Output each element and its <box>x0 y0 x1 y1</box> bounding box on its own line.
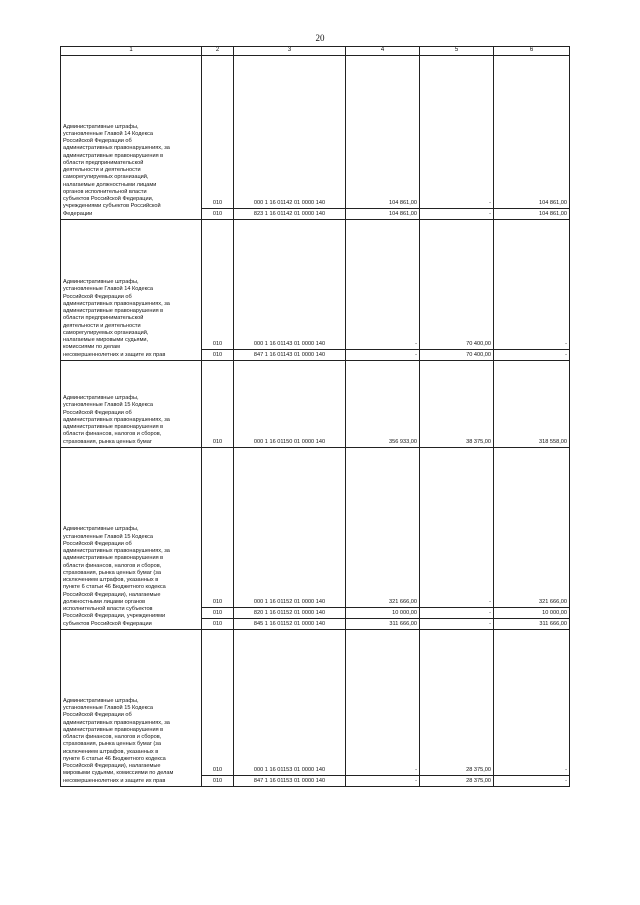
table-row <box>61 220 570 350</box>
row-col-6: - <box>494 776 570 787</box>
header-col-2: 2 <box>202 47 234 56</box>
row-col-4: 356 933,00 <box>346 361 420 448</box>
row-kbk: 000 1 16 01153 01 0000 140 <box>234 630 346 776</box>
row-kbk: 000 1 16 01142 01 0000 140 <box>234 56 346 209</box>
row-kbk: 845 1 16 01152 01 0000 140 <box>234 619 346 630</box>
row-code: 010 <box>202 209 234 220</box>
row-description: Административные штрафы, установленные Главой 15 Кодекса Российской Федерации об административных правонарушениях, за административные правонарушения в области финансов, налогов и сборов, страхования, рынка ценных бумаг (за исключением штрафов, указанных в пункте 6 статьи 46 Бюджетного кодекса Российской Федерации), налагаемые мировыми судьями, комиссиями по делам несовершеннолетних и защите их прав <box>61 630 202 787</box>
row-col-4: - <box>346 776 420 787</box>
row-kbk: 820 1 16 01152 01 0000 140 <box>234 608 346 619</box>
row-col-5: 28 375,00 <box>420 630 494 776</box>
row-code: 010 <box>202 608 234 619</box>
header-row <box>61 47 570 56</box>
row-col-6: 10 000,00 <box>494 608 570 619</box>
row-col-4: 321 666,00 <box>346 448 420 608</box>
row-col-4: 311 666,00 <box>346 619 420 630</box>
row-kbk: 823 1 16 01142 01 0000 140 <box>234 209 346 220</box>
row-col-5: 38 375,00 <box>420 361 494 448</box>
row-col-5: - <box>420 209 494 220</box>
row-code: 010 <box>202 220 234 350</box>
table-row <box>61 630 570 776</box>
row-col-4: 104 861,00 <box>346 56 420 209</box>
row-col-4: 104 861,00 <box>346 209 420 220</box>
page-number: 20 <box>315 33 325 43</box>
row-col-5: - <box>420 56 494 209</box>
row-col-5: - <box>420 448 494 608</box>
header-col-5: 5 <box>420 47 494 56</box>
row-kbk: 000 1 16 01143 01 0000 140 <box>234 220 346 350</box>
row-code: 010 <box>202 776 234 787</box>
row-col-6: - <box>494 350 570 361</box>
row-description: Административные штрафы, установленные Главой 15 Кодекса Российской Федерации об административных правонарушениях, за административные правонарушения в области финансов, налогов и сборов, страхования, рынка ценных бумаг <box>61 361 202 448</box>
row-col-6: 318 558,00 <box>494 361 570 448</box>
row-col-4: - <box>346 220 420 350</box>
row-col-5: - <box>420 608 494 619</box>
row-kbk: 847 1 16 01143 01 0000 140 <box>234 350 346 361</box>
row-col-6: - <box>494 630 570 776</box>
row-col-6: 311 666,00 <box>494 619 570 630</box>
row-col-5: 70 400,00 <box>420 350 494 361</box>
row-code: 010 <box>202 56 234 209</box>
row-col-5: 70 400,00 <box>420 220 494 350</box>
row-code: 010 <box>202 350 234 361</box>
row-description: Административные штрафы, установленные Главой 14 Кодекса Российской Федерации об административных правонарушениях, за административные правонарушения в области предпринимательской деятельности и деятельности саморегулируемых организаций, налагаемые мировыми судьями, комиссиями по делам несовершеннолетних и защите их прав <box>61 220 202 361</box>
row-description: Административные штрафы, установленные Главой 15 Кодекса Российской Федерации об административных правонарушениях, за административные правонарушения в области финансов, налогов и сборов, страхования, рынка ценных бумаг (за исключением штрафов, указанных в пункте 6 статьи 46 Бюджетного кодекса Российской Федерации), налагаемые должностными лицами органов исполнительной власти субъектов Российской Федерации, учреждениями субъектов Российской Федерации <box>61 448 202 630</box>
row-col-5: - <box>420 619 494 630</box>
row-col-6: 104 861,00 <box>494 209 570 220</box>
row-col-4: - <box>346 630 420 776</box>
row-code: 010 <box>202 630 234 776</box>
row-kbk: 000 1 16 01150 01 0000 140 <box>234 361 346 448</box>
header-col-3: 3 <box>234 47 346 56</box>
budget-table <box>60 46 570 787</box>
row-col-6: 321 666,00 <box>494 448 570 608</box>
table-row <box>61 448 570 608</box>
table-row <box>61 361 570 448</box>
row-code: 010 <box>202 619 234 630</box>
row-kbk: 847 1 16 01153 01 0000 140 <box>234 776 346 787</box>
row-description: Административные штрафы, установленные Главой 14 Кодекса Российской Федерации об административных правонарушениях, за административные правонарушения в области предпринимательской деятельности и деятельности саморегулируемых организаций, налагаемые должностными лицами органов исполнительной власти субъектов Российской Федерации, учреждениями субъектов Российской Федерации <box>61 56 202 220</box>
row-col-4: 10 000,00 <box>346 608 420 619</box>
row-col-4: - <box>346 350 420 361</box>
header-col-6: 6 <box>494 47 570 56</box>
row-code: 010 <box>202 448 234 608</box>
row-col-5: 28 375,00 <box>420 776 494 787</box>
header-col-1: 1 <box>61 47 202 56</box>
row-kbk: 000 1 16 01152 01 0000 140 <box>234 448 346 608</box>
table-row <box>61 56 570 209</box>
row-col-6: - <box>494 220 570 350</box>
row-code: 010 <box>202 361 234 448</box>
row-col-6: 104 861,00 <box>494 56 570 209</box>
header-col-4: 4 <box>346 47 420 56</box>
